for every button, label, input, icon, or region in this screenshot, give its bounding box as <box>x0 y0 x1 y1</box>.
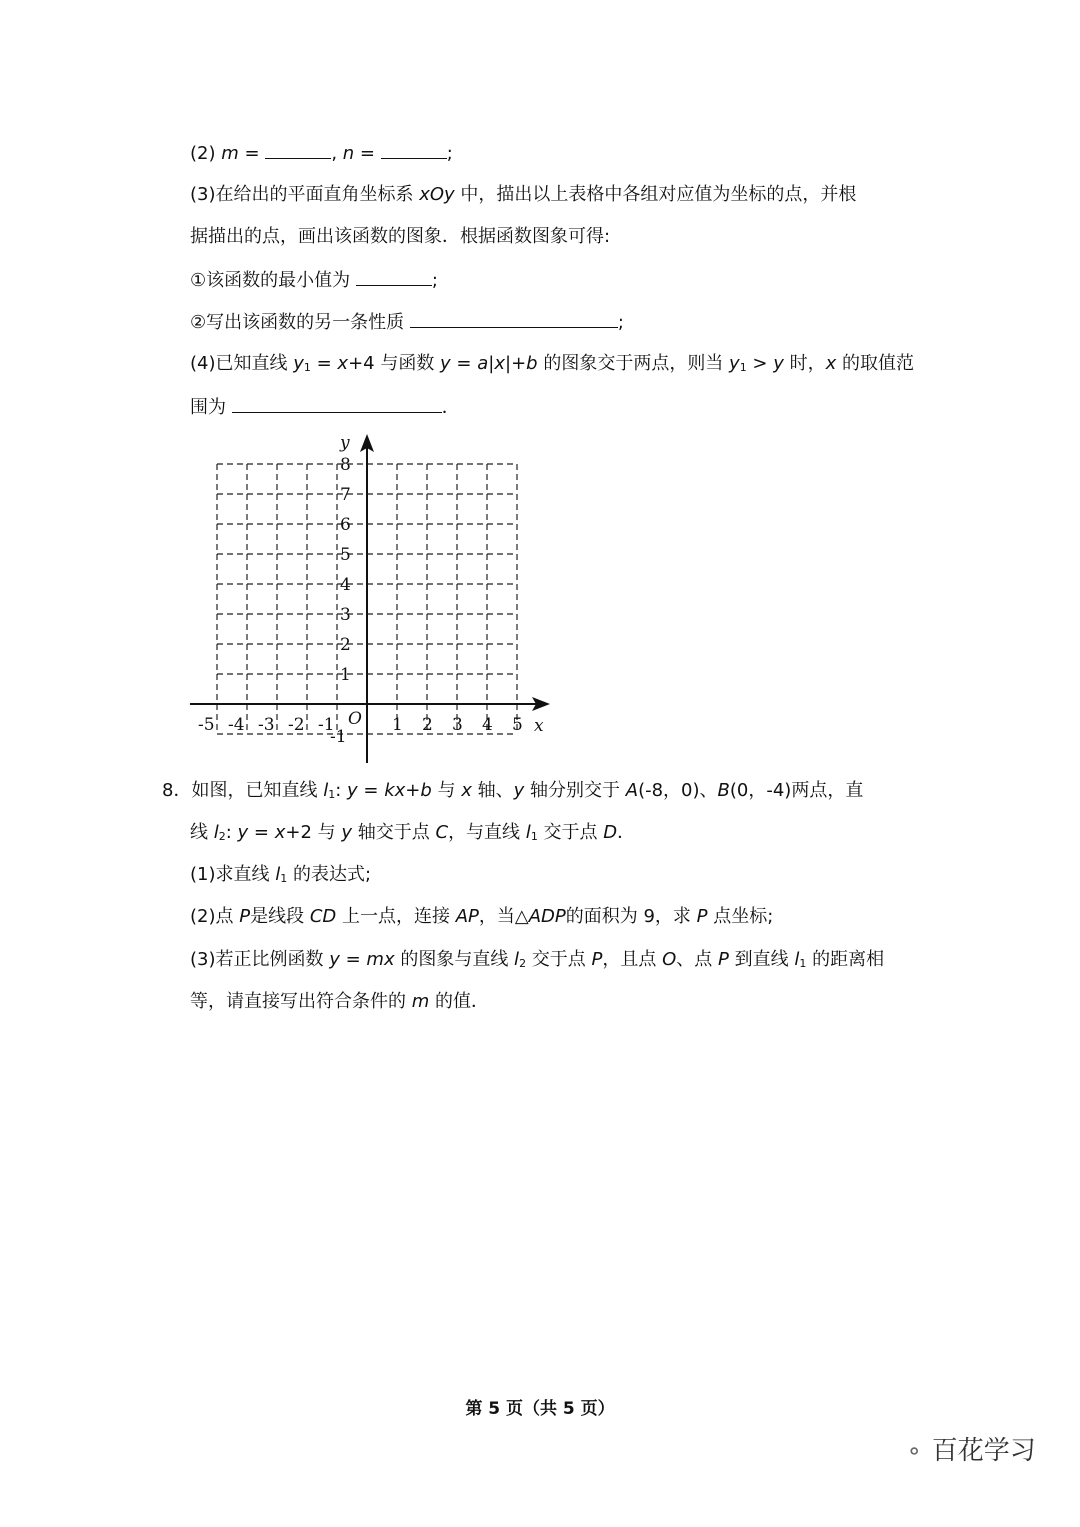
y-tick: 4 <box>340 575 351 595</box>
answer-blank-min[interactable] <box>356 267 432 286</box>
y-tick: -1 <box>330 727 347 747</box>
y-tick: 6 <box>340 515 351 535</box>
y-tick: 8 <box>340 455 351 475</box>
y-tick: 7 <box>340 485 351 505</box>
watermark-text: 百花学习 <box>931 1436 1036 1466</box>
q8-part3-line1: (3)若正比例函数 y = mx 的图象与直线 l2 交于点 P，且点 O、点 P 到直线 l1 的距离相 <box>190 949 885 970</box>
x-tick: 3 <box>452 715 463 735</box>
origin-label: O <box>348 709 362 729</box>
q7-part4-line1: (4)已知直线 y1 = x+4 与函数 y = a|x|+b 的图象交于两点，则当 y1 > y 时，x 的取值范 <box>190 353 915 374</box>
q8-part2: (2)点 P是线段 CD 上一点，连接 AP，当△ADP的面积为 9，求 P 点坐标; <box>190 906 774 927</box>
y-tick: 5 <box>340 545 351 565</box>
x-tick: 4 <box>482 715 493 735</box>
x-axis-label: x <box>534 716 544 736</box>
x-tick: -4 <box>228 715 245 735</box>
y-tick: 3 <box>340 605 351 625</box>
x-tick: 2 <box>422 715 433 735</box>
q7-part3-line1: (3)在给出的平面直角坐标系 xOy 中，描出以上表格中各组对应值为坐标的点，并根 <box>190 184 857 205</box>
wechat-icon: ⚬ <box>905 1440 924 1465</box>
q7-part2: (2) m = , n = ; <box>190 140 453 166</box>
x-tick: 5 <box>512 715 523 735</box>
answer-blank-property[interactable] <box>410 309 618 328</box>
page-footer: 第 5 页（共 5 页） <box>465 1399 615 1419</box>
x-tick: -5 <box>198 715 215 735</box>
answer-blank-n[interactable] <box>381 140 447 159</box>
q7-part3-line2: 据描出的点，画出该函数的图象．根据函数图象可得: <box>190 226 611 247</box>
q7-part3-sub1: ①该函数的最小值为 ; <box>190 267 438 293</box>
q8-part1: (1)求直线 l1 的表达式; <box>190 864 372 885</box>
x-tick: -2 <box>288 715 305 735</box>
q8-part3-line2: 等，请直接写出符合条件的 m 的值． <box>190 991 490 1012</box>
answer-blank-range[interactable] <box>232 394 442 413</box>
q7-part4-line2: 围为 ． <box>190 394 460 420</box>
answer-blank-m[interactable] <box>265 140 331 159</box>
q8-line2: 线 l2: y = x+2 与 y 轴交于点 C，与直线 l1 交于点 D． <box>190 822 636 843</box>
y-tick: 1 <box>340 665 351 685</box>
q7-part3-sub2: ②写出该函数的另一条性质 ; <box>190 309 624 335</box>
x-tick: 1 <box>392 715 403 735</box>
y-axis-label: y <box>340 433 350 453</box>
x-tick: -3 <box>258 715 275 735</box>
coordinate-grid <box>180 428 560 768</box>
y-tick: 2 <box>340 635 351 655</box>
watermark <box>905 1430 1036 1467</box>
q8-line1: 8．如图，已知直线 l1: y = kx+b 与 x 轴、y 轴分别交于 A(-8，0)、B(0，-4)两点，直 <box>162 780 864 801</box>
x-tick: -1 <box>318 715 335 735</box>
